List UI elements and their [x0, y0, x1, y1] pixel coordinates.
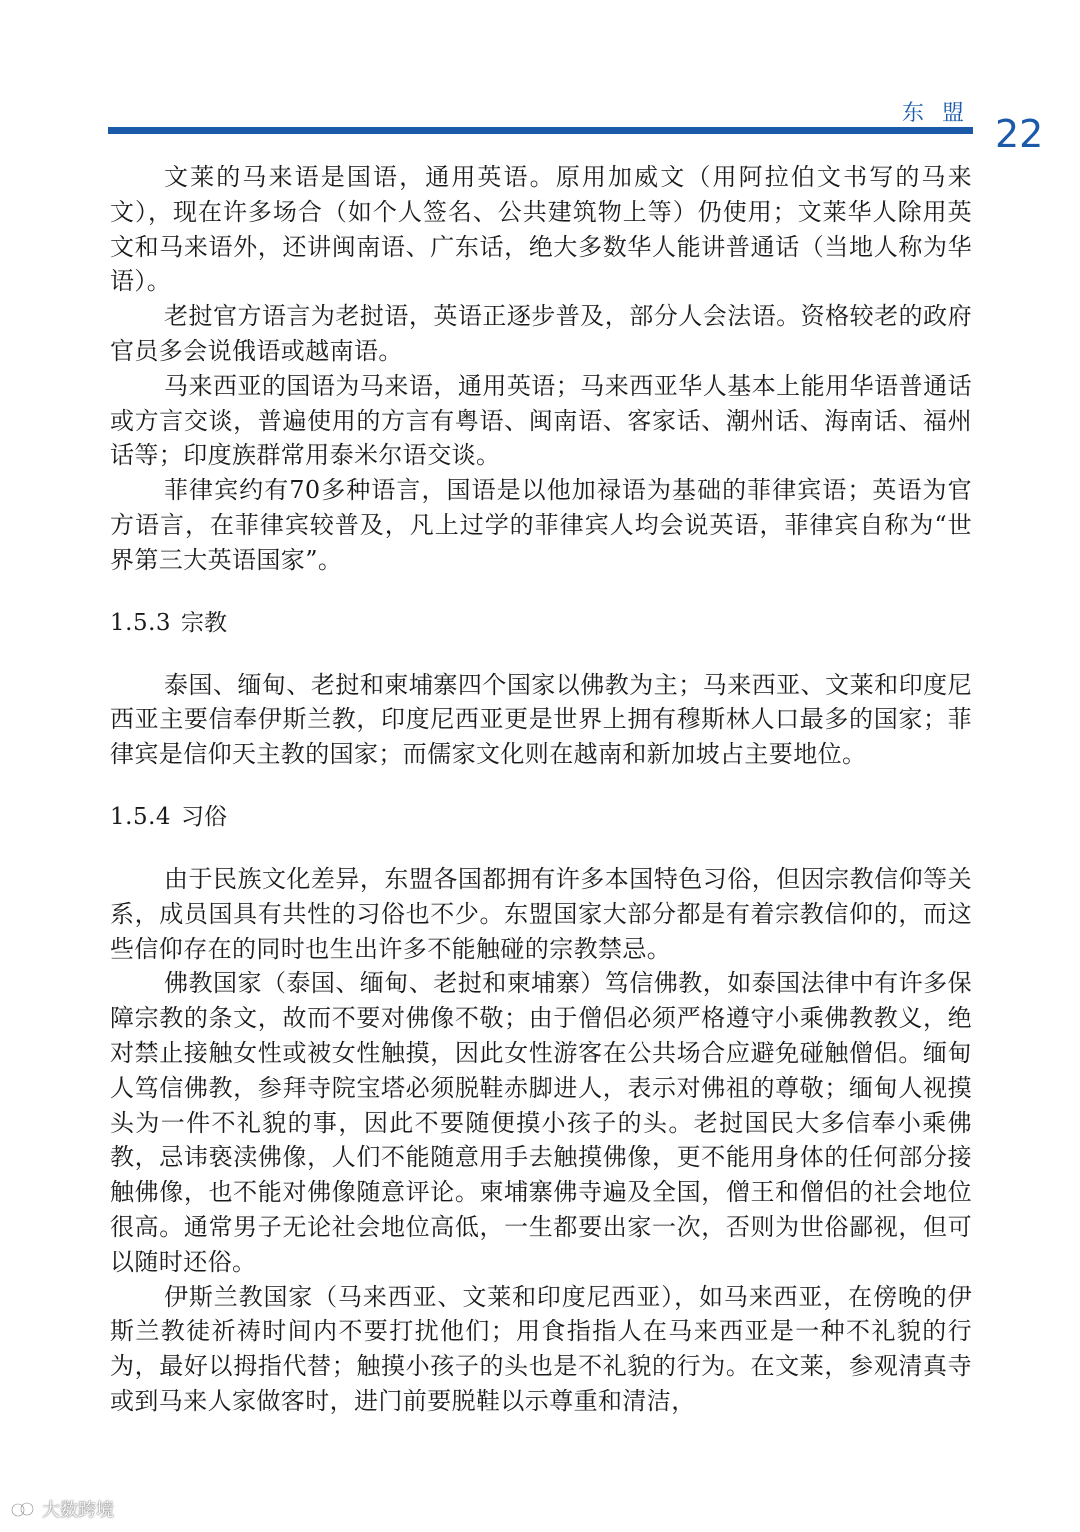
section-number: 1.5.3 — [110, 609, 172, 636]
cloud-logo-icon — [10, 1500, 36, 1518]
body-text — [110, 160, 972, 1419]
paragraph-brunei-language: 文莱的马来语是国语，通用英语。原用加威文（用阿拉伯文书写的马来文），现在许多场合（如个人签名、公共建筑物上等）仍使用；文莱华人除用英文和马来语外，还讲闽南语、广东话，绝大多数华人能讲普通话（当地人称为华语）。 — [110, 163, 972, 296]
paragraph-customs-overview: 由于民族文化差异，东盟各国都拥有许多本国特色习俗，但因宗教信仰等关系，成员国具有共性的习俗也不少。东盟国家大部分都是有着宗教信仰的，而这些信仰存在的同时也生出许多不能触碰的宗教禁忌。 — [110, 864, 972, 963]
section-title: 习俗 — [181, 803, 228, 830]
paragraph-malaysia-language: 马来西亚的国语为马来语，通用英语；马来西亚华人基本上能用华语普通话或方言交谈，普遍使用的方言有粤语、闽南语、客家话、潮州话、海南话、福州话等；印度族群常用泰米尔语交谈。 — [110, 371, 972, 470]
section-number: 1.5.4 — [110, 803, 172, 830]
paragraph-laos-language: 老挝官方语言为老挝语，英语正逐步普及，部分人会法语。资格较老的政府官员多会说俄语或越南语。 — [110, 302, 972, 365]
paragraph-philippines-language: 菲律宾约有70多种语言，国语是以他加禄语为基础的菲律宾语；英语为官方语言，在菲律宾较普及，凡上过学的菲律宾人均会说英语，菲律宾自称为“世界第三大英语国家”。 — [110, 476, 972, 574]
paragraph-islamic-customs: 伊斯兰教国家（马来西亚、文莱和印度尼西亚），如马来西亚，在傍晚的伊斯兰教徒祈祷时间内不要打扰他们；用食指指人在马来西亚是一种不礼貌的行为，最好以拇指代替；触摸小孩子的头也是不礼貌的行为。在文莱，参观清真寺或到马来人家做客时，进门前要脱鞋以示尊重和清洁， — [110, 1282, 972, 1415]
watermark-text: 大数跨境 — [42, 1500, 114, 1521]
header-rule — [108, 127, 973, 134]
paragraph-buddhist-customs: 佛教国家（泰国、缅甸、老挝和柬埔寨）笃信佛教，如泰国法律中有许多保障宗教的条文，故而不要对佛像不敬；由于僧侣必须严格遵守小乘佛教教义，绝对禁止接触女性或被女性触摸，因此女性游客在公共场合应避免碰触僧侣。缅甸人笃信佛教，参拜寺院宝塔必须脱鞋赤脚进人，表示对佛祖的尊敬；缅甸人视摸头为一件不礼貌的事，因此不要随便摸小孩子的头。老挝国民大多信奉小乘佛教，忌讳亵渎佛像，人们不能随意用手去触摸佛像，更不能用身体的任何部分接触佛像，也不能对佛像随意评论。柬埔寨佛寺遍及全国，僧王和僧侣的社会地位很高。通常男子无论社会地位高低，一生都要出家一次，否则为世俗鄙视，但可以随时还俗。 — [110, 969, 972, 1276]
section-heading-religion — [110, 606, 972, 640]
section-title: 宗教 — [181, 609, 228, 636]
running-header-title: 东盟 — [902, 101, 983, 126]
watermark — [10, 1494, 114, 1524]
page-number: 22 — [995, 112, 1044, 156]
paragraph-religion: 泰国、缅甸、老挝和柬埔寨四个国家以佛教为主；马来西亚、文莱和印度尼西亚主要信奉伊斯兰教，印度尼西亚更是世界上拥有穆斯林人口最多的国家；菲律宾是信仰天主教的国家；而儒家文化则在越南和新加坡占主要地位。 — [110, 670, 972, 769]
section-heading-customs — [110, 800, 972, 834]
